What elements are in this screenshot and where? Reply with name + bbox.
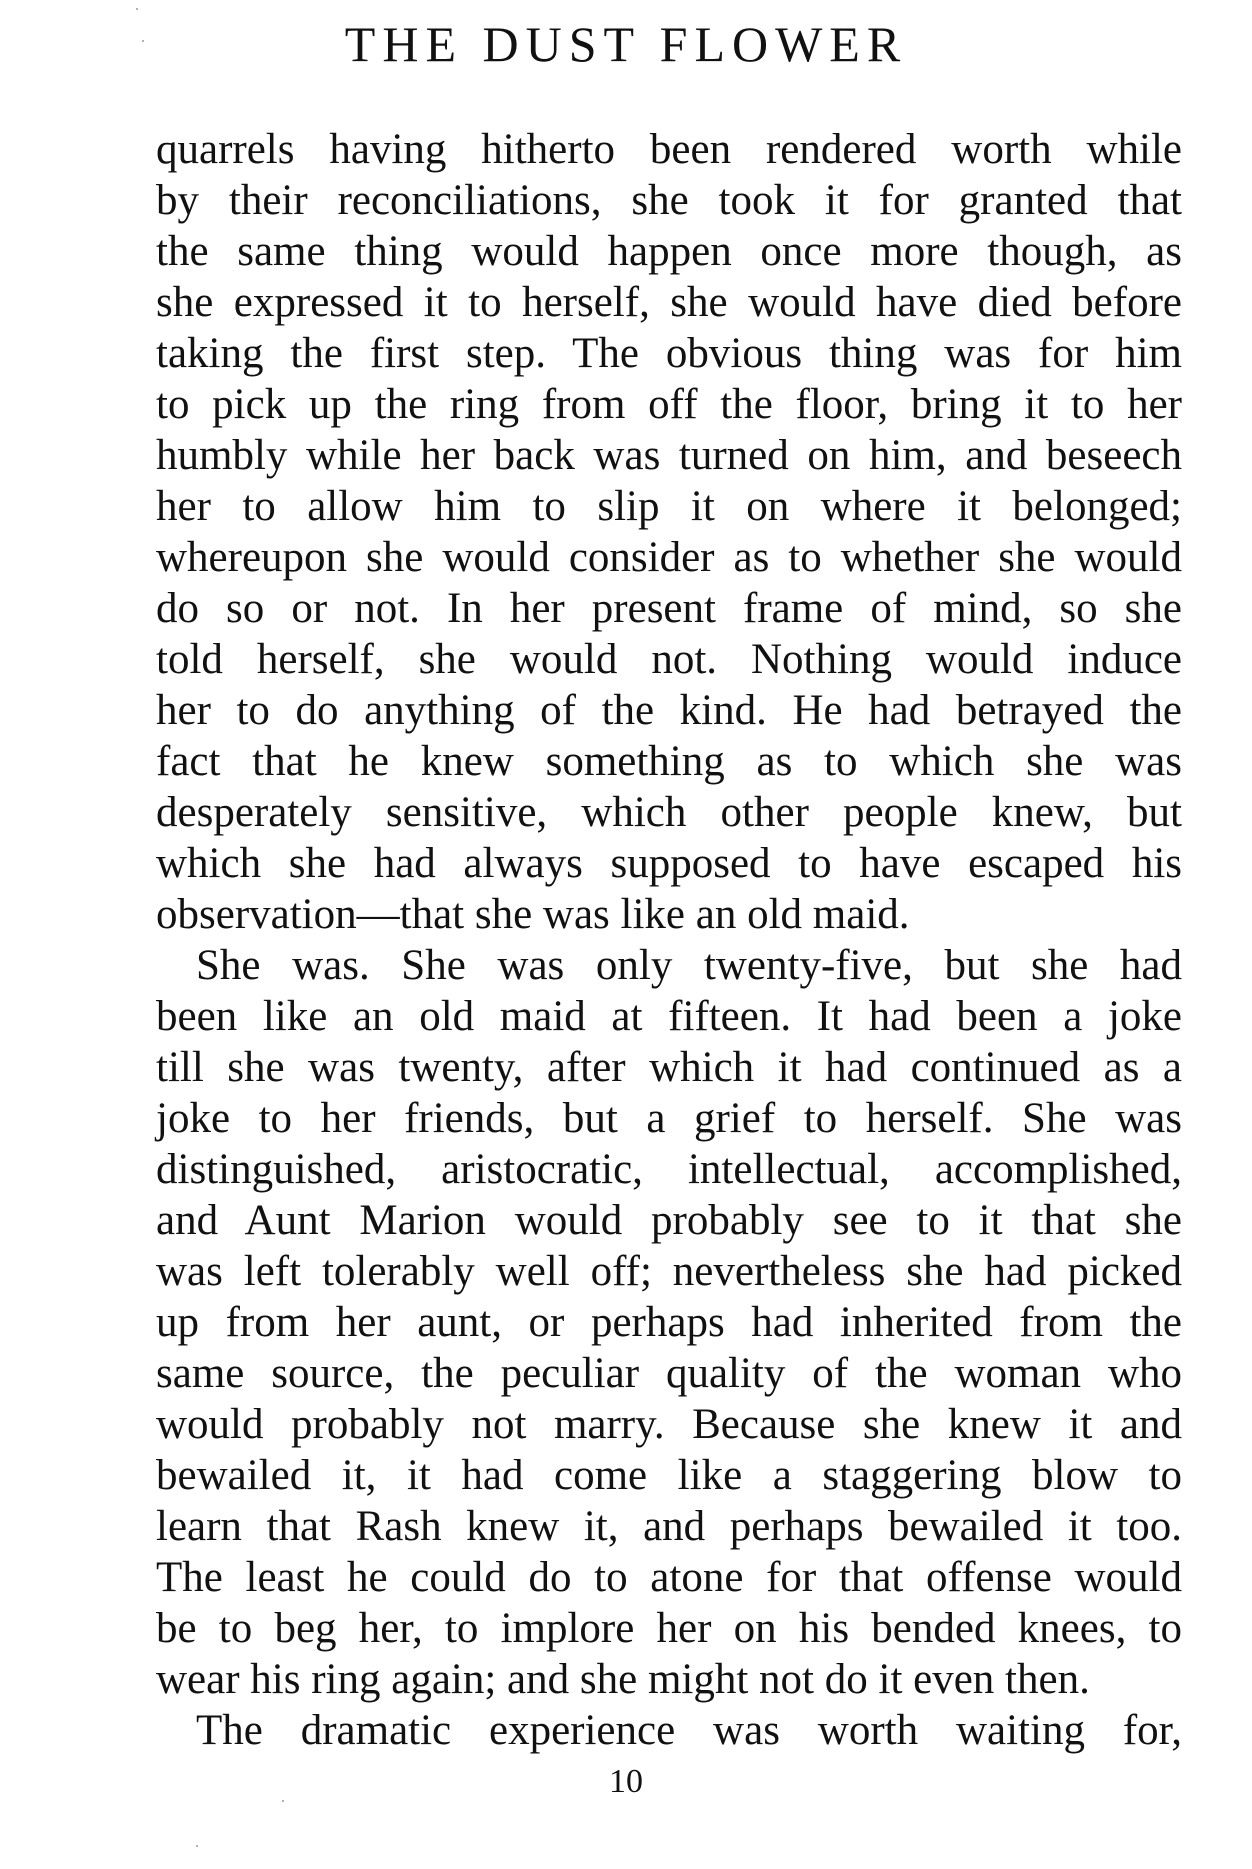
running-head: THE DUST FLOWER — [344, 16, 908, 72]
text-line: been like an old maid at fifteen. It had been a joke — [156, 993, 1182, 1040]
text-line: which she had always supposed to have escaped his — [156, 840, 1182, 887]
text-line: her to do anything of the kind. He had betrayed the — [156, 687, 1182, 734]
body-text — [156, 124, 1182, 1756]
paper-speck — [142, 40, 144, 42]
text-line: till she was twenty, after which it had continued as a — [156, 1044, 1182, 1091]
text-line: quarrels having hitherto been rendered worth while — [156, 126, 1182, 173]
text-line: bewailed it, it had come like a staggering blow to — [156, 1452, 1182, 1499]
text-line: joke to her friends, but a grief to herself. She was — [156, 1095, 1182, 1142]
text-line: her to allow him to slip it on where it belonged; — [156, 483, 1182, 530]
text-line: humbly while her back was turned on him, and beseech — [156, 432, 1182, 479]
text-line: she expressed it to herself, she would have died before — [156, 279, 1182, 326]
text-line: observation—that she was like an old maid. — [156, 891, 910, 938]
paper-speck — [282, 1800, 284, 1802]
text-line: fact that he knew something as to which she was — [156, 738, 1182, 785]
text-line: same source, the peculiar quality of the woman who — [156, 1350, 1182, 1397]
paper-speck — [136, 8, 138, 10]
page-number: 10 — [609, 1763, 643, 1800]
text-line: to pick up the ring from off the floor, bring it to her — [156, 381, 1182, 428]
text-line: do so or not. In her present frame of mind, so she — [156, 585, 1182, 632]
paragraph — [156, 940, 1182, 1705]
text-line: desperately sensitive, which other people knew, but — [156, 789, 1182, 836]
text-line: was left tolerably well off; nevertheless she had picked — [156, 1248, 1182, 1295]
paragraph — [156, 124, 1182, 940]
text-line: the same thing would happen once more though, as — [156, 228, 1182, 275]
text-line: told herself, she would not. Nothing would induce — [156, 636, 1182, 683]
text-line: distinguished, aristocratic, intellectual, accomplished, — [156, 1146, 1182, 1193]
text-line: by their reconciliations, she took it for granted that — [156, 177, 1182, 224]
text-line: whereupon she would consider as to whether she would — [156, 534, 1182, 581]
text-line: The least he could do to atone for that offense would — [156, 1554, 1182, 1601]
paragraph — [156, 1705, 1182, 1756]
text-line: wear his ring again; and she might not do it even then. — [156, 1656, 1090, 1703]
text-line: learn that Rash knew it, and perhaps bewailed it too. — [156, 1503, 1182, 1550]
text-line: taking the first step. The obvious thing was for him — [156, 330, 1182, 377]
paper-speck — [196, 1845, 198, 1847]
text-line: She was. She was only twenty-five, but she had — [196, 942, 1182, 989]
text-line: up from her aunt, or perhaps had inherited from the — [156, 1299, 1182, 1346]
text-line: be to beg her, to implore her on his bended knees, to — [156, 1605, 1182, 1652]
text-line: would probably not marry. Because she knew it and — [156, 1401, 1182, 1448]
text-line: and Aunt Marion would probably see to it that she — [156, 1197, 1182, 1244]
text-line: The dramatic experience was worth waiting for, — [196, 1707, 1182, 1754]
